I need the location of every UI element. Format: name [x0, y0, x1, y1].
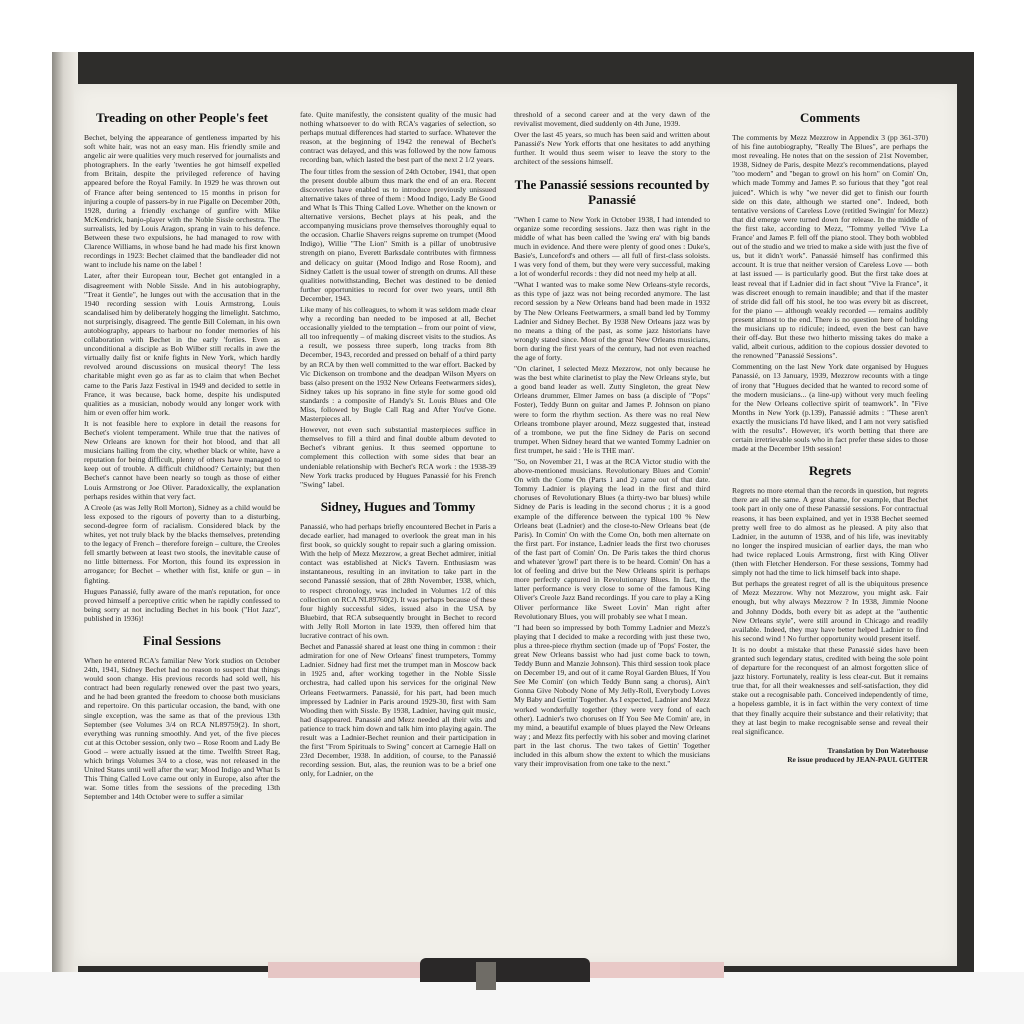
paragraph: However, not even such substantial masterpieces suffice in themselves to fill a third and final double album devoted to Bechet's vibrant genius. It thus seemed opportune to complement this collection with some sides that bear an undeniable relationship with Bechet's RCA work : the 1938-39 New York tracks produced by Hugues Panassié for his French "Swing" label.	[300, 425, 496, 489]
paragraph: "When I came to New York in October 1938, I had intended to organize some recording sessions. Jazz then was right in the middle of what has been called the 'swing era' with big bands much in evidence. And there were plenty of good ones : Duke's, Basie's, Lunceford's and others — all full of first-class soloists. I was very fond of them, but they were very successful, making a lot of wonderful records : they did not need my help at all.	[514, 214, 710, 279]
paragraph: Later, after their European tour, Bechet got entangled in a disagreement with Noble Sissle. And in his autobiography, "Treat it Gentle", he lunges out with the accusation that in the 1940 recording session with Louis Armstrong, Louis scandalised him by deliberately hogging the limelight. Satchmo, not surprisingly, disagreed. The gentle Bill Coleman, in his own autobiography, appears to harbour no fonder memories of his collaboration with Bechet in the early 'forties. Even as unconditional a disciple as Bob Wilber still recalls in awe the virtually daily fist or knife fights in New York, which hardly revolved around discussions on musical theory! The less charitable might even go as far as to claim that when Bechet came to the Paris Jazz Festival in 1949 and decided to settle in France, it was because, back home, despite his undisputed qualities as a musician, nobody would any longer work with him or even offer him work.	[84, 271, 280, 417]
column-1	[84, 110, 280, 803]
paragraph: The comments by Mezz Mezzrow in Appendix 3 (pp 361-370) of his fine autobiography, "Really The Blues", are perhaps the most revealing. He notes that on the session of 21st November, 1938, Sidney de Paris, despite Mezz's recommendations, played "too modern" and "began to growl on his horn" on Comin' On, which made Tommy and James P. so furious that they "got real juiced". Which is why "we never did get to finish our fourth side on this date, although we started one". Indeed, both tentative versions of Careless Love (retitled Swingin' for Mezz) that did emerge were turned down for release. In the middle of the first take, according to Mezz, "Tommy yelled 'Vive La France' and James P. fell off the piano stool. They both wobbled out of the studio and we tried to make a side with just the five of us, but it didn't work". Panassié himself has confirmed this account. It is true that neither version of Careless Love — both at last issued — is particularly good. But the first take does at least reveal that if Ladnier did in fact shout "Vive la France", it was discreet enough to remain inaudible; and that if the master of stride did fall off his stool, he too was every bit as discreet, for the piano — although weakly recorded — remains audibly present almost to the end. There is no question here of holding the musicians up to ridicule; indeed, even the best can have their off-day. But these two hitherto missing takes do make a valid, albeit curious, addition to the copious dossier devoted to the renowned "Panassié Sessions".	[732, 133, 928, 361]
background-top	[0, 0, 1024, 52]
background-left	[0, 52, 52, 972]
liner-notes-page	[74, 84, 957, 966]
column-2	[300, 110, 496, 780]
paragraph: "So, on November 21, I was at the RCA Victor studio with the above-mentioned musicians. Revolutionary Blues and Comin' On with the Come On (Parts 1 and 2) came out of that date. Tommy Ladnier is playing the lead in the first and third choruses of Revolutionary Blues (a thirty-two bar blues) while Sidney de Paris is leading in the second chorus ; it is a good example of the difference between the typical 100 % New Orleans beat (Ladnier) and the close-to-New Orleans beat (de Paris). In Comin' On with the Come On, both men alternate on the first part. For instance, Ladnier leads the first two choruses of the fast part of Comin' On. De Paris takes the third chorus and whatever 'growl' part there is to be heard. Comin' On has a lot of feeling and drive but the New Orleans spirit is perhaps more perfectly captured in Revolutionary Blues. In fact, the latter performance is very close to some of the famous King Oliver's Creole Jazz Band recordings. If you care to play a King Oliver performance like Sweet Lovin' Man right after Revolutionary Blues, you will probably see what I mean.	[514, 457, 710, 621]
background-right	[974, 52, 1024, 972]
paragraph: fate. Quite manifestly, the consistent quality of the music had nothing whatsoever to do with RCA's vagaries of selection, so perhaps mutual differences had started to surface. Whatever the reason, at the beginning of 1942 the renewal of Bechet's contract was delayed, and this was followed by the now famous recording ban, which lasted the best part of the next 2 1/2 years.	[300, 110, 496, 165]
paragraph: Regrets no more eternal than the records in question, but regrets there are all the same. A great shame, for example, that Bechet took part in only one of these Panassié sessions. For contractual reasons, it has been explained, and yet in 1938 Bechet seemed pretty well free to do almost as he pleased. A pity also that Ladnier, in the autumn of 1938, and of his life, was inevitably no longer the inspired musician of earlier days, the man who had twice replaced Louis Armstrong, first with King Oliver (then with Fletcher Henderson. For these sessions, Tommy had simply not had the time to lick himself back into shape.	[732, 486, 928, 578]
paragraph: Bechet and Panassié shared at least one thing in common : their admiration for one of New Orleans' finest trumpeters, Tommy Ladnier. Sidney had first met the trumpet man in Moscow back in 1925 and, after working together in the Noble Sissle orchestra, had called upon his services for the original New Orleans Feetwarmers. Panassié, for his part, had been much impressed by Ladnier in Paris around 1929-30, first with Sam Wooding then with Sissle. By 1938, Ladnier, having quit music, had disappeared. Panassié and Mezz needed all their wits and patience to track him down and talk him into playing again. The result was a Ladnier-Bechet reunion and their participation in the first "From Spirituals to Swing" concert at Carnegie Hall on 23rd December, 1938. In addition, of course, to the Panassié recording session. But, alas, the reunion was to be a brief one only, for Ladnier, on the	[300, 642, 496, 779]
paragraph: The four titles from the session of 24th October, 1941, that open the present double album thus mark the end of an era. Recent discoveries have enabled us to introduce previously unissued alternative takes of three of them : Mood Indigo, Lady Be Good and What Is This Thing Called Love. Whether on the known or alternative versions, Bechet plays at his peak, and the accompanying musicians prove themselves thoroughly equal to the occasion. Charlie Shavers reigns supreme on trumpet (Mood Indigo), Willie "The Lion" Smith is a pillar of unobtrusive strength on piano, Everett Barksdale contributes with firmness and delicacy on guitar (Mood Indigo and Rose Room), and Sidney Catlett is the usual tower of strength on drums. All these qualities notwithstanding, Bechet was destined to be denied further opportunities to record for over two years, until 8th December, 1943.	[300, 166, 496, 303]
section-heading-treading: Treading on other People's feet	[96, 110, 268, 125]
paragraph: Bechet, belying the appearance of gentleness imparted by his soft white hair, was not an easy man. His friendly smile and angelic air were qualities very much reserved for journalists and photographers. In the early 'twenties he got himself expelled from Britain, despite the privileged reference of having appeared before the Royal Family. In 1929 he was thrown out of France after being sentenced to 15 months in prison for injuring a couple of passers-by in rue Pigalle on December 20th, 1928, during a friendly exchange of gunfire with Mike McKendrick, banjo-player with the Noble Sissle orchestra. The surrealists, led by Louis Aragon, sprang in vain to his defence. Between these two expulsions, he had managed to row with Clarence Williams, in whose band he had made his first known recordings in 1923: Bechet claimed that the bandleader did not want to include his name on the label !	[84, 133, 280, 270]
section-heading-comments: Comments	[800, 110, 860, 125]
paragraph: It is not feasible here to explore in detail the reasons for Bechet's violent temperament. While true that the natives of New Orleans are known for their hot blood, and that all musicians hailing from the city, whether black or white, have a reputation for being difficult, plenty of others have managed to keep out of trouble. A difficult childhood? Certainly; but then Bechet's cannot have been nearly so tough as those of either Louis Armstrong or Joe Oliver. Paradoxically, the explanation perhaps resides within that very fact.	[84, 418, 280, 501]
paragraph: Hugues Panassié, fully aware of the man's reputation, for once proved himself a perceptive critic when he rapidly confessed to being sorry at not including Bechet in his book ("Hot Jazz", published in 1936)!	[84, 586, 280, 623]
paragraph: It is no doubt a mistake that these Panassié sides have been granted such legendary status, credited with being the sole point of departure for the reconquest of an almost forgotten slice of jazz history. Fortunately, reality is less clear-cut. But it remains true that, for all their weaknesses and self-satisfaction, they did stake out a recognisable path. Conceived independently of time, a hopeless gamble, it is in fact within the very context of time that they finally acquire their substance and their relativity; that they at last begin to make recognisable sense and reveal their real significance.	[732, 644, 928, 736]
paragraph: Over the last 45 years, so much has been said and written about Panassié's New York efforts that one hesitates to add anything further. It would thus seem wiser to leave the story to the architect of the sessions himself.	[514, 130, 710, 167]
paragraph: Panassié, who had perhaps briefly encountered Bechet in Paris a decade earlier, had managed to overlook the great man in his first book, so quickly sought to repair such a glaring omission. With the help of Mezz Mezzrow, a great Bechet admirer, initial contact was established at Nick's Tavern. Enthusiasm was instantaneous, resulting in an invitation to take part in the second Panassié session, that of 28th November, 1938, which, to respect chronology, was included in Volumes 1/2 of this collection on RCA NL89760(2). It was perhaps because of these four highly successful sides, issued also in the USA by Bluebird, that RCA subsequently brought in Bechet to record with Jelly Roll Morton in late 1939, then offered him that lucrative contract of his own.	[300, 521, 496, 640]
paragraph: A Creole (as was Jelly Roll Morton), Sidney as a child would be less exposed to the rigours of poverty than to a disturbing, second-degree form of racialism. Considered black by the whites, yet not truly black by the blacks themselves, pretending to the legacy of French – therefore foreign – culture, the Creoles fell smartly between at least two stools, the inevitable cause of no little bitterness. For Morton, this found its expression in arrogance; for Bechet – whether with fist, knife or gun – in fighting.	[84, 502, 280, 585]
producer-credit: Re issue produced by JEAN-PAUL GUITER	[787, 754, 928, 764]
paragraph: Like many of his colleagues, to whom it was seldom made clear why a recording ban needed to be imposed at all, Bechet occasionally yielded to the temptation – from our point of view, all too infrequently – of making discreet visits to the studios. As a result, we possess three superb, long tracks from 8th December, 1943, recorded and pressed on behalf of a third party by an RCA by then well committed to the war effort. Backed by Vic Dickenson on trombone and the deadpan Wilson Myers on bass (also present on the 1932 New Orleans Feetwarmers sides), Sidney takes up his soprano in fine style for some good old standards : a composite of Handy's St. Louis Blues and Ole Miss, followed by Bugle Call Rag and After You've Gone. Masterpieces all.	[300, 304, 496, 424]
paragraph: When he entered RCA's familiar New York studios on October 24th, 1941, Sidney Bechet had no reason to suspect that things would soon change. His previous records had sold well, his contract had been regularly renewed over the past two years, and he had been granted the freedom to choose both musicians and repertoire. On this particular occasion, the band, with one single exception, was the same as that of the previous 13th September (see Volumes 3/4 on RCA NL89759(2). In short, everything was running smoothly. And yet, of the five pieces cut at this October session, only two – Rose Room and Lady Be Good – were actually issued at the time. Twelfth Street Rag, which brings Volumes 3/4 to a close, was not released in the United States until well after the war; Mood Indigo and What Is This Thing Called Love came out only in Europe, also after the war. Some titles from the sessions of the preceding 13th September and 14th October were to suffer a similar	[84, 655, 280, 802]
section-heading-sidney-hugues-tommy: Sidney, Hugues and Tommy	[320, 498, 476, 514]
paragraph: "On clarinet, I selected Mezz Mezzrow, not only because he was the best white clarinetist to play the New Orleans style, but a good band leader as well. Zutty Singleton, the great New Orleans drummer, Elmer James on bass (a disciple of "Pops" Foster), Teddy Bunn on guitar and James P. Johnson on piano were to form the rhythm section. As there was no real New Orleans trombone player around, Mezz suggested that, instead of a trombone, we put the fine Sidney de Paris on second trumpet. When Sidney heard that we wanted Tommy Ladnier on first trumpet, he said : 'He is THE man'.	[514, 364, 710, 455]
paragraph: threshold of a second career and at the very dawn of the revivalist movement, died suddenly on 4th June, 1939.	[514, 110, 710, 129]
section-heading-panassie-sessions: The Panassié sessions recounted by Panassié	[514, 176, 710, 207]
paragraph: "I had been so impressed by both Tommy Ladnier and Mezz's playing that I decided to make a recording with just these two, plus a three-piece rhythm section (made up of 'Pops' Foster, the great New Orleans bassist who had just come back to town, Teddy Bunn and Manzie Johnson). This third session took place on December 19, and out of it came Royal Garden Blues, If You See Me Comin' (on which Teddy Bunn sang a chorus), Ain't Gonna Give Nobody None of My Jelly-Roll, Everybody Loves My Baby and Gettin' Together. As I expected, Ladnier and Mezz worked wonderfully together (they were very fond of each other). Ladnier's two choruses on If You See Me Comin' are, in my mind, a beautiful example of blues played the New Orleans way ; and Mezz fits perfectly with his sober and moving clarinet part in the last chorus. The two takes of Gettin' Together included in this album show the extent to which the musicians vary their improvisation from one take to the next."	[514, 622, 710, 769]
translation-credit: Translation by Don Waterhouse	[827, 745, 928, 755]
stand-base	[420, 958, 590, 982]
section-heading-regrets: Regrets	[808, 463, 852, 479]
paragraph: But perhaps the greatest regret of all is the ubiquitous presence of Mezz Mezzrow. Why not Mezzrow, you might ask. Fair enough, but why always Mezzrow ? In 1938, Jimmie Noone and Johnny Dodds, both every bit as adept at the "authentic New Orleans style", were still around in Chicago and readily available. Indeed, they may have better helped Ladnier to find his second wind ! No further opportunity would present itself.	[732, 579, 928, 643]
column-3	[514, 110, 710, 770]
section-heading-final-sessions: Final Sessions	[143, 632, 221, 648]
stand-clip	[476, 962, 496, 990]
paragraph: "What I wanted was to make some New Orleans-style records, as this type of jazz was not being recorded anymore. The last record session by a New Orleans band had been made in 1932 by The New Orleans Feetwarmers, a small band led by Tommy Ladnier and Sidney Bechet. By 1938 New Orleans jazz was by no means a thing of the past, as some jazz historians have wrongly stated since. Most of the great New Orleans musicians, born during the first years of the century, had not even reached the age of forty.	[514, 280, 710, 362]
column-4	[732, 110, 928, 764]
paragraph: Commenting on the last New York date organised by Hugues Panassié, on 13 January, 1939, Mezzrow recounts with a tinge of irony that "Hugues decided that he wanted to record some of the modern musicians... (a line-up) without very much feeling for the New Orleans collective spirit of teamwork". In "Five Months in New York (p.139), Panassié admits : "These aren't exactly the musicians I'd have liked, and I am not very satisfied with the results". However, it's worth betting that there are certain irretrievable souls who in fact prefer these sides to those made at the December 19th session!	[732, 362, 928, 454]
